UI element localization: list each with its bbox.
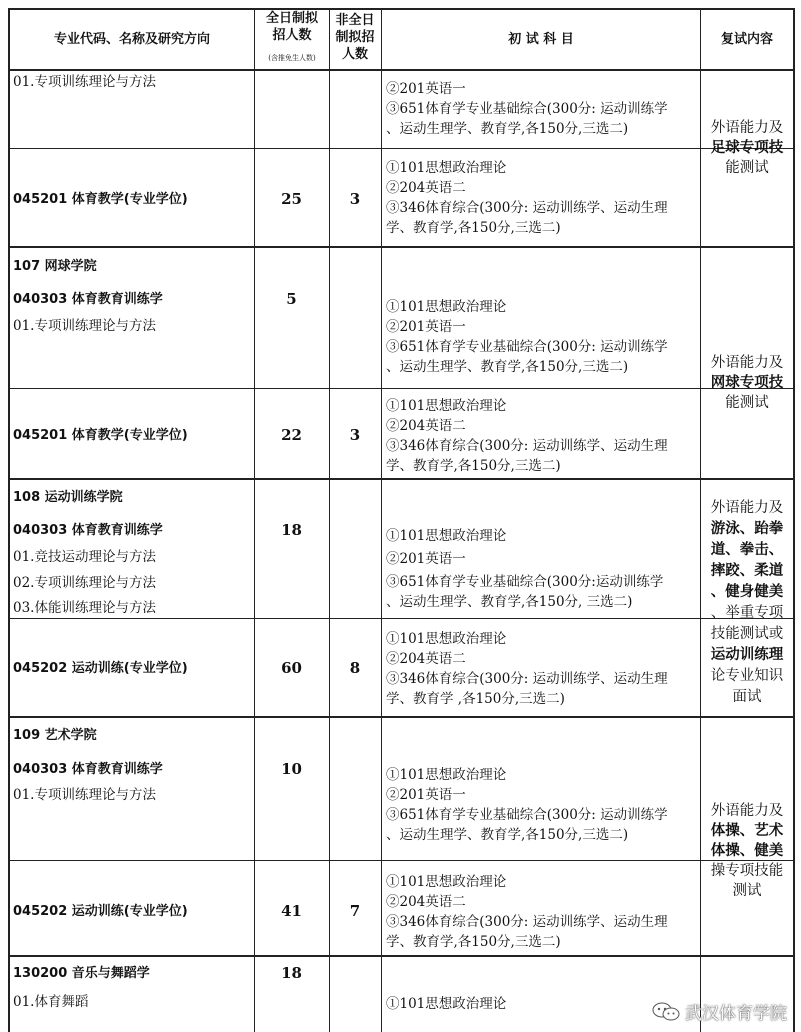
exam-line: ②204英语二 xyxy=(386,180,466,196)
retest-bold-line: 体操、艺术 xyxy=(710,823,784,839)
row-divider xyxy=(8,388,794,389)
exam-line: ②204英语二 xyxy=(386,894,466,910)
exam-line: ③346体育综合(300分: 运动训练学、运动生理 xyxy=(386,671,668,687)
retest-bold-line: 游泳、跆拳 xyxy=(710,521,784,537)
fulltime-count: 22 xyxy=(281,426,302,444)
column-divider xyxy=(329,8,330,1032)
table-border-right xyxy=(793,8,795,1032)
school-name: 109 艺术学院 xyxy=(13,728,97,743)
retest-line xyxy=(702,561,792,582)
table-border-top xyxy=(8,8,794,10)
exam-line: ①101思想政治理论 xyxy=(386,631,507,647)
column-divider xyxy=(381,8,382,1032)
exam-line: 学、教育学,各150分,三选二) xyxy=(386,458,561,474)
retest-line xyxy=(702,373,792,393)
header-fulltime: 全日制拟招人数 xyxy=(265,11,318,43)
wechat-watermark xyxy=(651,999,787,1024)
parttime-count: 3 xyxy=(349,426,361,444)
exam-line: ②204英语二 xyxy=(386,651,466,667)
direction-line: 01.竞技运动理论与方法 xyxy=(13,549,156,565)
major-code: 045201 体育教学(专业学位) xyxy=(13,428,188,443)
fulltime-count: 41 xyxy=(281,902,302,920)
section-divider xyxy=(8,478,794,480)
exam-line: ③346体育综合(300分: 运动训练学、运动生理 xyxy=(386,200,668,216)
retest-bold-line: 道、拳击、 xyxy=(710,542,784,558)
retest-line: 外语能力及 xyxy=(710,120,784,136)
direction-line: 01.专项训练理论与方法 xyxy=(13,787,156,803)
direction-line: 01.专项训练理论与方法 xyxy=(13,74,156,90)
retest-line: 外语能力及 xyxy=(710,803,784,819)
row-divider xyxy=(8,618,794,619)
retest-bold-line: 体操、健美 xyxy=(710,843,784,859)
column-divider xyxy=(700,8,701,1032)
major-code: 040303 体育教育训练学 xyxy=(13,523,163,538)
retest-training xyxy=(702,498,792,708)
retest-line xyxy=(702,582,792,603)
retest-line: 能测试 xyxy=(725,160,769,176)
retest-bold-line: 足球专项技 xyxy=(710,140,784,156)
exam-line: 学、教育学 ,各150分,三选二) xyxy=(386,691,565,707)
row-divider xyxy=(8,148,794,149)
retest-line xyxy=(702,540,792,561)
parttime-count: 3 xyxy=(349,190,361,208)
header-retest: 复试内容 xyxy=(720,32,773,47)
major-code: 045201 体育教学(专业学位) xyxy=(13,192,188,207)
retest-art xyxy=(702,801,792,901)
retest-tennis xyxy=(702,353,792,413)
fulltime-count: 25 xyxy=(281,190,302,208)
exam-line: ①101思想政治理论 xyxy=(386,874,507,890)
major-code: 045202 运动训练(专业学位) xyxy=(13,904,188,919)
wechat-icon xyxy=(651,1001,681,1023)
exam-line: ③651体育学专业基础综合(300分:运动训练学 xyxy=(386,574,664,590)
retest-line: 、举重专项 xyxy=(710,605,784,621)
parttime-count: 7 xyxy=(349,902,361,920)
major-code: 130200 音乐与舞蹈学 xyxy=(13,966,150,981)
direction-line: 01.专项训练理论与方法 xyxy=(13,318,156,334)
row-divider xyxy=(8,860,794,861)
exam-line: ②204英语二 xyxy=(386,418,466,434)
retest-line: 操专项技能 xyxy=(710,863,784,879)
retest-bold-line: 、健身健美 xyxy=(710,584,784,600)
exam-line: ②201英语一 xyxy=(386,81,466,97)
exam-line: ①101思想政治理论 xyxy=(386,767,507,783)
fulltime-count: 18 xyxy=(281,964,302,982)
retest-line: 能测试 xyxy=(725,395,769,411)
exam-line: ③651体育学专业基础综合(300分: 运动训练学 xyxy=(386,101,668,117)
retest-line: 测试 xyxy=(732,883,762,899)
direction-line: 03.体能训练理论与方法 xyxy=(13,600,156,616)
exam-line: ②201英语一 xyxy=(386,319,466,335)
major-code: 040303 体育教育训练学 xyxy=(13,292,163,307)
exam-line: 学、教育学,各150分,三选二) xyxy=(386,220,561,236)
exam-line: ③346体育综合(300分: 运动训练学、运动生理 xyxy=(386,914,668,930)
retest-line xyxy=(702,519,792,540)
direction-line: 02.专项训练理论与方法 xyxy=(13,575,156,591)
exam-line: ①101思想政治理论 xyxy=(386,528,507,544)
retest-line xyxy=(702,645,792,666)
retest-line xyxy=(702,841,792,861)
retest-line xyxy=(702,821,792,841)
school-name: 108 运动训练学院 xyxy=(13,490,123,505)
header-major: 专业代码、名称及研究方向 xyxy=(53,32,210,47)
school-name: 107 网球学院 xyxy=(13,259,97,274)
section-divider xyxy=(8,955,794,957)
retest-bold-line: 摔跤、柔道 xyxy=(710,563,784,579)
watermark-text: 武汉体育学院 xyxy=(685,1004,787,1024)
retest-line: 面试 xyxy=(732,689,762,705)
retest-line xyxy=(702,138,792,158)
section-divider xyxy=(8,246,794,248)
exam-line: 、运动生理学、教育学,各150分,三选二) xyxy=(386,827,629,843)
direction-line: 01.体育舞蹈 xyxy=(13,994,89,1010)
section-divider xyxy=(8,716,794,718)
fulltime-count: 10 xyxy=(281,760,302,778)
fulltime-count: 5 xyxy=(286,290,297,308)
header-exam: 初 试 科 目 xyxy=(508,32,574,47)
exam-line: ①101思想政治理论 xyxy=(386,160,507,176)
major-code: 045202 运动训练(专业学位) xyxy=(13,661,188,676)
exam-line: 学、教育学,各150分,三选二) xyxy=(386,934,561,950)
header-fulltime-note: (含推免生人数) xyxy=(268,54,316,62)
exam-line: ①101思想政治理论 xyxy=(386,398,507,414)
exam-line: ③651体育学专业基础综合(300分: 运动训练学 xyxy=(386,339,668,355)
exam-line: 、运动生理学、教育学,各150分, 三选二) xyxy=(386,594,633,610)
major-code: 040303 体育教育训练学 xyxy=(13,762,163,777)
exam-line: ③346体育综合(300分: 运动训练学、运动生理 xyxy=(386,438,668,454)
retest-line: 论专业知识 xyxy=(710,668,784,684)
exam-line: ①101思想政治理论 xyxy=(386,996,507,1012)
header-divider xyxy=(8,69,794,71)
exam-line: ②201英语一 xyxy=(386,551,466,567)
retest-football xyxy=(702,118,792,178)
exam-line: 、运动生理学、教育学,各150分,三选二) xyxy=(386,121,629,137)
retest-line: 技能测试或 xyxy=(710,626,784,642)
header-parttime: 非全日制拟招人数 xyxy=(335,13,375,62)
retest-bold-line: 网球专项技 xyxy=(710,375,784,391)
exam-line: ②201英语一 xyxy=(386,787,466,803)
retest-line: 外语能力及 xyxy=(710,500,784,516)
retest-line: 外语能力及 xyxy=(710,355,784,371)
retest-bold-line: 运动训练理 xyxy=(710,647,784,663)
column-divider xyxy=(254,8,255,1032)
parttime-count: 8 xyxy=(349,659,361,677)
table-border-left xyxy=(8,8,10,1032)
exam-line: ①101思想政治理论 xyxy=(386,299,507,315)
fulltime-count: 60 xyxy=(281,659,302,677)
exam-line: ③651体育学专业基础综合(300分: 运动训练学 xyxy=(386,807,668,823)
exam-line: 、运动生理学、教育学,各150分,三选二) xyxy=(386,359,629,375)
fulltime-count: 18 xyxy=(281,521,302,539)
